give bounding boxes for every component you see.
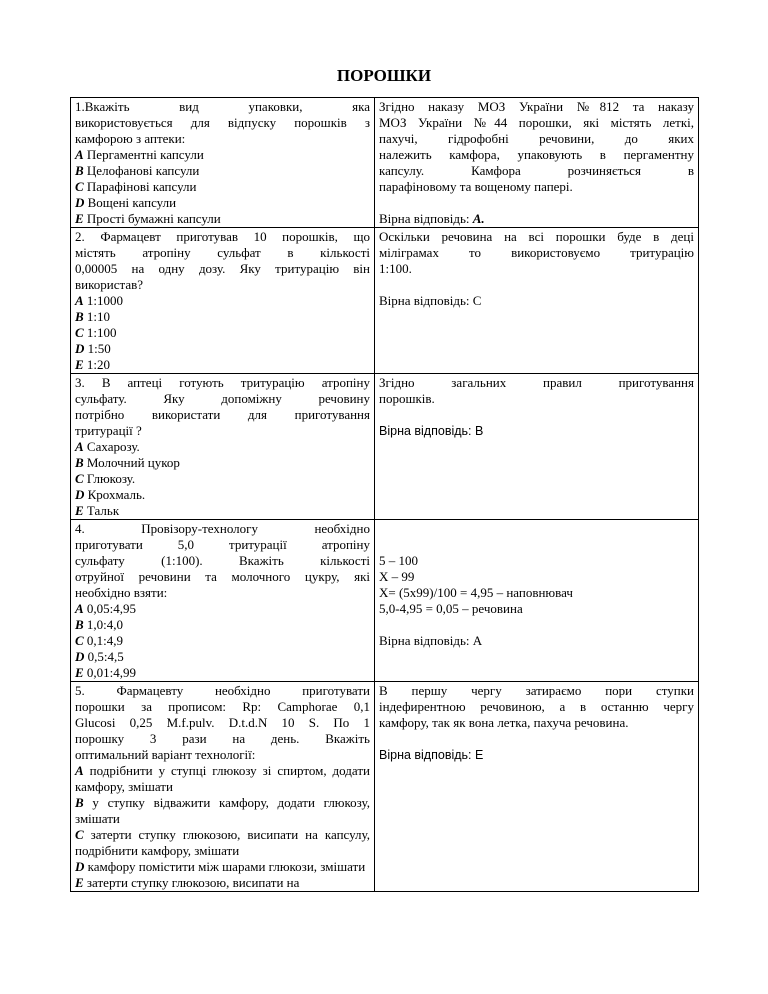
option-letter: C bbox=[75, 179, 84, 194]
explanation-line: X= (5x99)/100 = 4,95 – наповнювач bbox=[379, 585, 573, 600]
option-e bbox=[75, 211, 370, 227]
option-e bbox=[75, 875, 370, 891]
explanation-line: камфору, так як вона летка, пахуча речовина. bbox=[379, 715, 629, 730]
correct-answer: Вірна відповідь: А bbox=[379, 633, 483, 648]
question-text-line: містять атропіну сульфат в кількості bbox=[75, 245, 370, 260]
option-letter: D bbox=[75, 195, 85, 210]
question-row-2 bbox=[71, 228, 699, 374]
explanation-line: В першу чергу затираємо пори ступки bbox=[379, 683, 694, 698]
explanation-line: парафіновому та вощеному папері. bbox=[379, 179, 573, 194]
option-text: Прості бумажні капсули bbox=[83, 211, 221, 226]
option-letter: B bbox=[75, 795, 84, 810]
correct-answer: Вірна відповідь: В bbox=[379, 424, 484, 438]
option-e bbox=[75, 665, 370, 681]
option-text: 1:20 bbox=[83, 357, 111, 372]
option-letter: C bbox=[75, 827, 84, 842]
explanation-line: Згідно наказу МОЗ України №812 та наказу bbox=[379, 99, 694, 114]
explanation-line: 5,0-4,95 = 0,05 – речовина bbox=[379, 601, 523, 616]
option-text: затерти ступку глюкозою, висипати на капсулу, подрібнити камфору, змішати bbox=[75, 827, 370, 858]
question-text-line: 3. В аптеці готують тритурацію атропіну bbox=[75, 375, 370, 390]
correct-answer: Вірна відповідь: С bbox=[379, 293, 482, 308]
option-letter: D bbox=[75, 649, 85, 664]
option-letter: A bbox=[75, 601, 84, 616]
option-letter: A bbox=[75, 439, 84, 454]
option-letter: B bbox=[75, 309, 84, 324]
option-text: 1:1000 bbox=[83, 293, 124, 308]
option-letter: D bbox=[75, 859, 85, 874]
question-text-line: сульфату (1:100). Вкажіть кількості bbox=[75, 553, 370, 568]
answer-cell bbox=[375, 228, 699, 374]
question-row-1 bbox=[71, 98, 699, 228]
option-letter: C bbox=[75, 471, 84, 486]
question-cell bbox=[71, 98, 375, 228]
option-letter: A bbox=[75, 763, 84, 778]
option-letter: A bbox=[75, 293, 84, 308]
question-text-line: порошки за прописом: Rp: Camphorae 0,1 bbox=[75, 699, 370, 714]
option-text: у ступку відважити камфору, додати глюкозу, змішати bbox=[75, 795, 370, 826]
answer-cell bbox=[375, 682, 699, 892]
option-letter: B bbox=[75, 163, 84, 178]
option-c bbox=[75, 633, 370, 649]
answer-prefix: Вірна відповідь: bbox=[379, 211, 473, 226]
option-a bbox=[75, 763, 370, 795]
option-a bbox=[75, 601, 370, 617]
option-text: 0,01:4,99 bbox=[83, 665, 137, 680]
question-cell bbox=[71, 374, 375, 520]
option-text: Пергаментні капсули bbox=[83, 147, 204, 162]
option-d bbox=[75, 195, 370, 211]
option-a bbox=[75, 293, 370, 309]
questions-table bbox=[70, 97, 699, 892]
option-text: 1:10 bbox=[83, 309, 111, 324]
option-text: Сахарозу. bbox=[83, 439, 140, 454]
question-text-line: 2. Фармацевт приготував 10 порошків, що bbox=[75, 229, 370, 244]
option-letter: B bbox=[75, 455, 84, 470]
option-text: Вощені капсули bbox=[84, 195, 177, 210]
option-letter: A bbox=[75, 147, 84, 162]
option-text: Парафінові капсули bbox=[83, 179, 197, 194]
question-text-line: камфорою з аптеки: bbox=[75, 131, 186, 146]
question-text-line: використовується для відпуску порошків з bbox=[75, 115, 370, 130]
question-text-line: потрібно використати для приготування bbox=[75, 407, 370, 422]
option-letter: D bbox=[75, 341, 85, 356]
option-b bbox=[75, 455, 370, 471]
question-text-line: тритурації ? bbox=[75, 423, 142, 438]
explanation-line: 5 – 100 bbox=[379, 553, 418, 568]
answer-cell bbox=[375, 520, 699, 682]
option-text: Тальк bbox=[83, 503, 120, 518]
option-c bbox=[75, 179, 370, 195]
question-cell bbox=[71, 682, 375, 892]
option-text: 0,5:4,5 bbox=[84, 649, 124, 664]
explanation-line: індефирентною речовиною, а в останню чергу bbox=[379, 699, 694, 714]
question-text-line: приготувати 5,0 тритурації атропіну bbox=[75, 537, 370, 552]
option-b bbox=[75, 795, 370, 827]
answer-cell bbox=[375, 98, 699, 228]
explanation-line: міліграмах то використовуємо тритурацію bbox=[379, 245, 694, 260]
explanation-line: МОЗ України №44 порошки, які містять леткі, bbox=[379, 115, 694, 130]
option-text: 0,1:4,9 bbox=[83, 633, 124, 648]
question-row-5 bbox=[71, 682, 699, 892]
explanation-line: Згідно загальних правил приготування bbox=[379, 375, 694, 390]
explanation-line: 1:100. bbox=[379, 261, 412, 276]
question-text-line: сульфату. Яку допоміжну речовину bbox=[75, 391, 370, 406]
option-b bbox=[75, 617, 370, 633]
question-cell bbox=[71, 228, 375, 374]
question-row-4 bbox=[71, 520, 699, 682]
option-letter: E bbox=[75, 211, 84, 226]
option-text: 0,05:4,95 bbox=[83, 601, 137, 616]
option-d bbox=[75, 859, 370, 875]
option-a bbox=[75, 147, 370, 163]
answer-letter: А. bbox=[472, 211, 485, 226]
question-text-line: 4. Провізору-технологу необхідно bbox=[75, 521, 370, 536]
option-letter: C bbox=[75, 633, 84, 648]
option-c bbox=[75, 325, 370, 341]
option-text: Крохмаль. bbox=[84, 487, 146, 502]
question-text-line: Glucosi 0,25 M.f.pulv. D.t.d.N 10 S. По 1 bbox=[75, 715, 370, 730]
question-text-line: порошку 3 рази на день. Вкажіть bbox=[75, 731, 370, 746]
option-b bbox=[75, 309, 370, 325]
question-text-line: оптимальний варіант технології: bbox=[75, 747, 256, 762]
option-letter: E bbox=[75, 665, 84, 680]
option-letter: E bbox=[75, 875, 84, 890]
option-letter: B bbox=[75, 617, 84, 632]
explanation-line: X – 99 bbox=[379, 569, 415, 584]
explanation-line: капсулу. Камфора розчиняється в bbox=[379, 163, 694, 178]
option-letter: E bbox=[75, 503, 84, 518]
question-text-line: 1.Вкажіть вид упаковки, яка bbox=[75, 99, 370, 114]
option-text: 1:100 bbox=[83, 325, 117, 340]
correct-answer bbox=[379, 211, 694, 227]
option-c bbox=[75, 471, 370, 487]
correct-answer: Вірна відповідь: Е bbox=[379, 748, 484, 762]
option-text: 1,0:4,0 bbox=[83, 617, 124, 632]
question-text-line: 0,00005 на одну дозу. Яку тритурацію він bbox=[75, 261, 370, 276]
option-b bbox=[75, 163, 370, 179]
option-letter: D bbox=[75, 487, 85, 502]
option-letter: E bbox=[75, 357, 84, 372]
question-row-3 bbox=[71, 374, 699, 520]
option-d bbox=[75, 341, 370, 357]
explanation-line: належить камфора, упаковують в пергаментну bbox=[379, 147, 694, 162]
option-e bbox=[75, 503, 370, 519]
option-text: 1:50 bbox=[84, 341, 111, 356]
option-text: камфору помістити між шарами глюкози, змішати bbox=[84, 859, 366, 874]
question-text-line: необхідно взяти: bbox=[75, 585, 168, 600]
option-e bbox=[75, 357, 370, 373]
option-c bbox=[75, 827, 370, 859]
question-text-line: 5. Фармацевту необхідно приготувати bbox=[75, 683, 370, 698]
question-text-line: використав? bbox=[75, 277, 143, 292]
page-title: ПОРОШКИ bbox=[336, 66, 432, 85]
answer-cell bbox=[375, 374, 699, 520]
explanation-line: Оскільки речовина на всі порошки буде в деці bbox=[379, 229, 694, 244]
question-cell bbox=[71, 520, 375, 682]
option-letter: C bbox=[75, 325, 84, 340]
option-text: Глюкозу. bbox=[83, 471, 136, 486]
option-text: затерти ступку глюкозою, висипати на bbox=[83, 875, 300, 890]
option-a bbox=[75, 439, 370, 455]
option-d bbox=[75, 487, 370, 503]
option-text: Целофанові капсули bbox=[83, 163, 200, 178]
option-text: Молочний цукор bbox=[83, 455, 180, 470]
option-text: подрібнити у ступці глюкозу зі спиртом, додати камфору, змішати bbox=[75, 763, 370, 794]
explanation-line: порошків. bbox=[379, 391, 435, 406]
option-d bbox=[75, 649, 370, 665]
explanation-line: пахучі, гідрофобні речовини, до яких bbox=[379, 131, 694, 146]
question-text-line: отруйної речовини та молочного цукру, які bbox=[75, 569, 370, 584]
